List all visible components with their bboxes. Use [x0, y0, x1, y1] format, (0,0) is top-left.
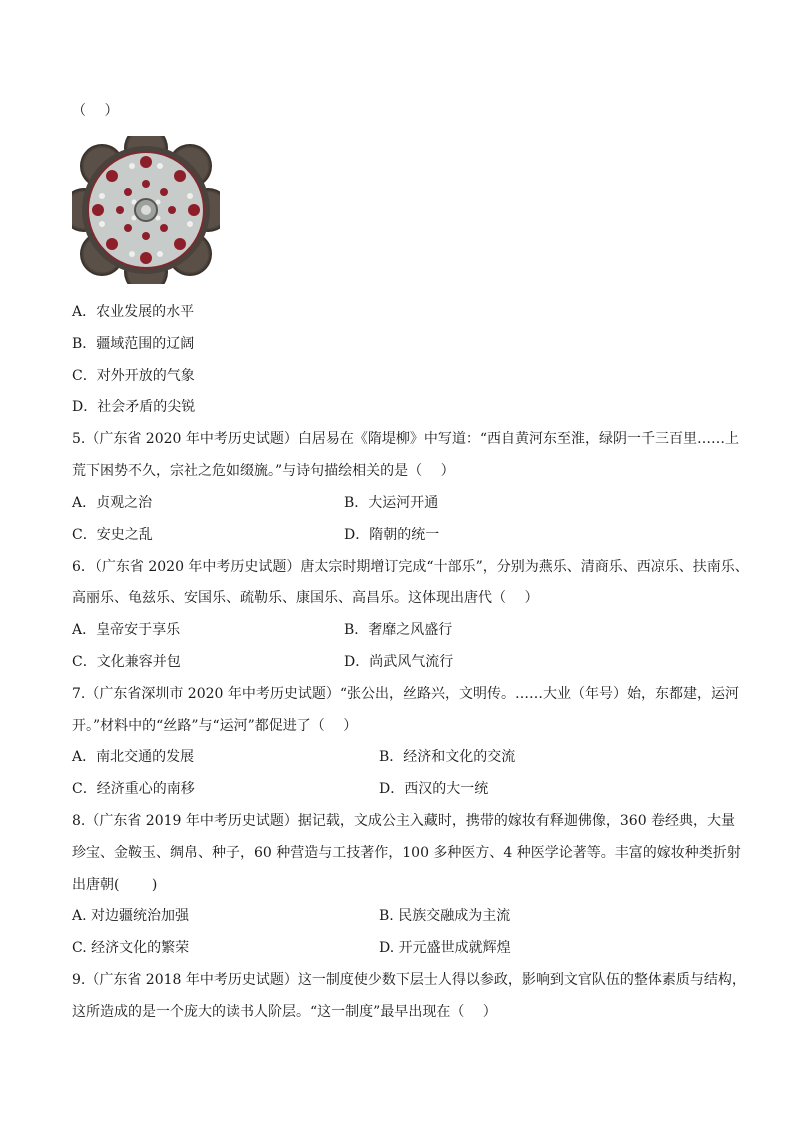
- q8-option-c: C. 经济文化的繁荣: [72, 940, 190, 956]
- q9-stem-line1: 9.（广东省 2018 年中考历史试题）这一制度使少数下层士人得以参政，影响到文官队伍的整体素质与结构，: [72, 972, 746, 988]
- q7-option-b: B．经济和文化的交流: [379, 749, 516, 765]
- q7-option-a: A．南北交通的发展: [72, 749, 195, 765]
- q8-stem-line3: 出唐朝( ): [72, 877, 158, 893]
- q4-option-a: A．农业发展的水平: [72, 304, 195, 320]
- q6-option-b: B．奢靡之风盛行: [344, 622, 453, 638]
- q5-option-c: C．安史之乱: [72, 527, 153, 543]
- q7-option-c: C．经济重心的南移: [72, 781, 195, 797]
- q8-option-b: B. 民族交融成为主流: [379, 908, 511, 924]
- q4-option-d: D．社会矛盾的尖锐: [72, 399, 196, 415]
- q9-stem-line2: 这所造成的是一个庞大的读书人阶层。“这一制度”最早出现在（ ）: [72, 1004, 497, 1020]
- q6-stem-line2: 高丽乐、龟兹乐、安国乐、疏勒乐、康国乐、高昌乐。这体现出唐代（ ）: [72, 590, 539, 606]
- q8-option-d: D. 开元盛世成就辉煌: [379, 940, 511, 956]
- q7-stem-line2: 开。”材料中的“丝路”与“运河”都促进了（ ）: [72, 718, 358, 734]
- q7-stem-line1: 7.（广东省深圳市 2020 年中考历史试题）“张公出，丝路兴，文明传。……大业（年号）始，东都建，运河: [72, 686, 740, 702]
- q6-stem-line1: 6．（广东省 2020 年中考历史试题）唐太宗时期增订完成“十部乐”，分别为燕乐、清商乐、西凉乐、扶南乐、: [72, 559, 749, 575]
- q4-option-b: B．疆域范围的辽阔: [72, 336, 195, 352]
- q8-stem-line1: 8.（广东省 2019 年中考历史试题）据记载，文成公主入藏时，携带的嫁妆有释迦佛像，360 卷经典，大量: [72, 813, 736, 829]
- q5-option-d: D．隋朝的统一: [344, 527, 440, 543]
- q6-option-c: C．文化兼容并包: [72, 654, 181, 670]
- q8-stem-line2: 珍宝、金鞍玉、绸帛、种子，60 种营造与工技著作，100 多种医方、4 种医学论著等。丰富的嫁妆种类折射: [72, 845, 741, 861]
- q5-stem-line1: 5.（广东省 2020 年中考历史试题）白居易在《隋堤柳》中写道：“西自黄河东至淮，绿阴一千三百里……上: [72, 431, 740, 447]
- tang-mirror-image: [72, 136, 220, 284]
- q7-option-d: D．西汉的大一统: [379, 781, 489, 797]
- question-4-tail: （ ）: [72, 103, 119, 119]
- q5-option-b: B．大运河开通: [344, 495, 439, 511]
- q5-option-a: A．贞观之治: [72, 495, 153, 511]
- q6-option-d: D．尚武风气流行: [344, 654, 454, 670]
- q4-option-c: C．对外开放的气象: [72, 368, 195, 384]
- q5-stem-line2: 荒下困势不久，宗社之危如缀旒。”与诗句描绘相关的是（ ）: [72, 463, 455, 479]
- q8-option-a: A. 对边疆统治加强: [72, 908, 190, 924]
- q6-option-a: A．皇帝安于享乐: [72, 622, 181, 638]
